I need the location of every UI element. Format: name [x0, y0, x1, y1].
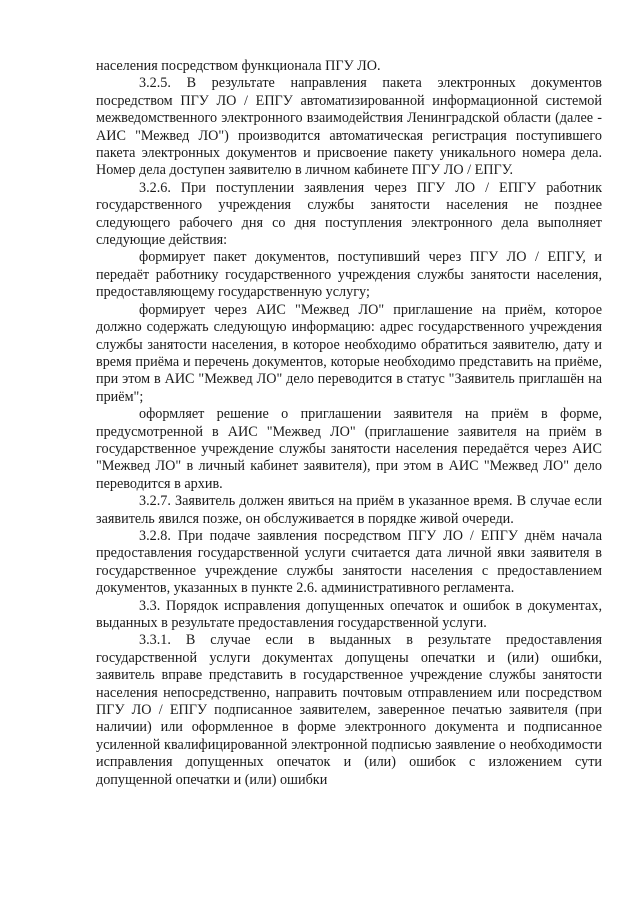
section-heading-3-3: 3.3. Порядок исправления допущенных опечаток и ошибок в документах, выданных в результате предоставления государственной услуги. — [96, 597, 602, 631]
paragraph-3-3-1: 3.3.1. В случае если в выданных в результате предоставления государственной услуги документах допущены опечатки и (или) ошибки, заявитель вправе представить в государственное учреждение службы занятости населения непосредственно, направить почтовым отправлением или посредством ПГУ ЛО / ЕПГУ подписанное заявителем, заверенное печатью заявителя (при наличии) или оформленное в форме электронного документа и подписанное усиленной квалифицированной электронной подписью заявление о необходимости исправления допущенных опечаток и (или) ошибок с изложением сути допущенной опечатки и (или) ошибки — [96, 632, 602, 788]
paragraph-3-2-8: 3.2.8. При подаче заявления посредством ПГУ ЛО / ЕПГУ днём начала предоставления государственной услуги считается дата личной явки заявителя в государственное учреждение службы занятости населения с предоставлением документов, указанных в пункте 2.6. административного регламента. — [96, 527, 602, 597]
paragraph-3-2-6: 3.2.6. При поступлении заявления через ПГУ ЛО / ЕПГУ работник государственного учреждения службы занятости населения не позднее следующего рабочего дня со дня поступления электронного дела выполняет следующие действия: — [96, 179, 602, 249]
list-item-form-invitation: формирует через АИС "Межвед ЛО" приглашение на приём, которое должно содержать следующую информацию: адрес государственного учреждения службы занятости населения, в которое необходимо обратиться заявителю, дату и время приёма и перечень документов, которые необходимо представить на приёме, при этом в АИС "Межвед ЛО" дело переводится в статус "Заявитель приглашён на приём"; — [96, 301, 602, 405]
paragraph-3-2-5: 3.2.5. В результате направления пакета электронных документов посредством ПГУ ЛО / ЕПГУ автоматизированной информационной системой межведомственного электронного взаимодействия Ленинградской области (далее - АИС "Межвед ЛО") производится автоматическая регистрация поступившего пакета электронных документов и присвоение пакету уникального номера дела. Номер дела доступен заявителю в личном кабинете ПГУ ЛО / ЕПГУ. — [96, 75, 602, 179]
list-item-issue-decision: оформляет решение о приглашении заявителя на приём в форме, предусмотренной в АИС "Межвед ЛО" (приглашение заявителя на приём в государственное учреждение службы занятости населения передаётся через АИС "Межвед ЛО" в личный кабинет заявителя), при этом в АИС "Межвед ЛО" дело переводится в архив. — [96, 406, 602, 492]
document-page — [96, 58, 602, 789]
paragraph-3-2-7: 3.2.7. Заявитель должен явиться на приём в указанное время. В случае если заявитель явился позже, он обслуживается в порядке живой очереди. — [96, 493, 602, 527]
list-item-form-package: формирует пакет документов, поступивший через ПГУ ЛО / ЕПГУ, и передаёт работнику государственного учреждения службы занятости населения, предоставляющему государственную услугу; — [96, 249, 602, 301]
paragraph-continuation: населения посредством функционала ПГУ ЛО. — [96, 58, 381, 74]
